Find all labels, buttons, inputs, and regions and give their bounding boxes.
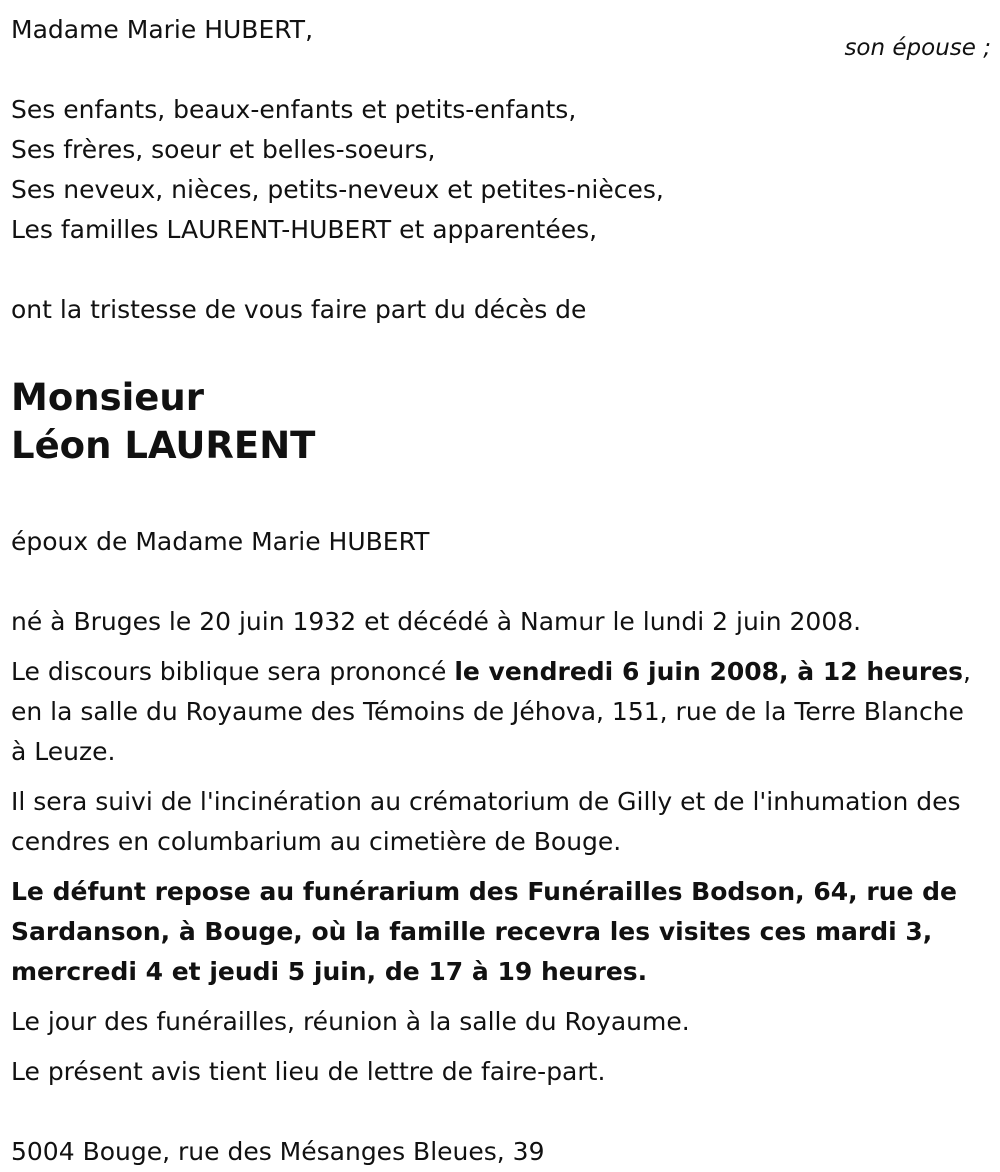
deceased-name-block (11, 374, 991, 470)
discourse-paragraph (11, 652, 986, 772)
cremation-paragraph: Il sera suivi de l'incinération au crématorium de Gilly et de l'inhumation des cendres en columbarium au cimetière de Bouge. (11, 787, 961, 856)
spacer (11, 330, 991, 374)
family-list (11, 90, 991, 250)
birth-death-text: né à Bruges le 20 juin 1932 et décédé à Namur le lundi 2 juin 2008. (11, 607, 862, 636)
spacer (11, 1092, 991, 1132)
deceased-name: Léon LAURENT (11, 424, 316, 467)
address-text: 5004 Bouge, rue des Mésanges Bleues, 39 (11, 1137, 545, 1166)
family-line: Ses frères, soeur et belles-soeurs, (11, 135, 436, 164)
spouse-note: son épouse ; (844, 35, 991, 61)
deceased-title: Monsieur (11, 376, 204, 419)
spacer (11, 562, 991, 602)
discourse-suffix: , en la salle du Royaume des Témoins de Jéhova, 151, rue de la Terre Blanche à Leuze. (11, 657, 971, 766)
discourse-date-time: le vendredi 6 juin 2008, à 12 heures (454, 657, 964, 686)
visitation-paragraph: Le défunt repose au funérarium des Funérailles Bodson, 64, rue de Sardanson, à Bouge, où la famille recevra les visites ces mardi 3, mercredi 4 et jeudi 5 juin, de 17 à 19 heures. (11, 877, 957, 986)
spouse-of-text: époux de Madame Marie HUBERT (11, 527, 430, 556)
obituary-notice (11, 10, 991, 1172)
spacer (11, 250, 991, 290)
family-line: Ses neveux, nièces, petits-neveux et petites-nièces, (11, 175, 664, 204)
spouse-name: Madame Marie HUBERT, (11, 15, 314, 44)
family-line: Les familles LAURENT-HUBERT et apparentées, (11, 215, 598, 244)
family-line: Ses enfants, beaux-enfants et petits-enfants, (11, 95, 577, 124)
spacer (11, 470, 991, 522)
notice-paragraph: Le présent avis tient lieu de lettre de faire-part. (11, 1057, 606, 1086)
discourse-prefix: Le discours biblique sera prononcé (11, 657, 455, 686)
announcement-text: ont la tristesse de vous faire part du décès de (11, 295, 587, 324)
funeral-day-paragraph: Le jour des funérailles, réunion à la salle du Royaume. (11, 1007, 690, 1036)
